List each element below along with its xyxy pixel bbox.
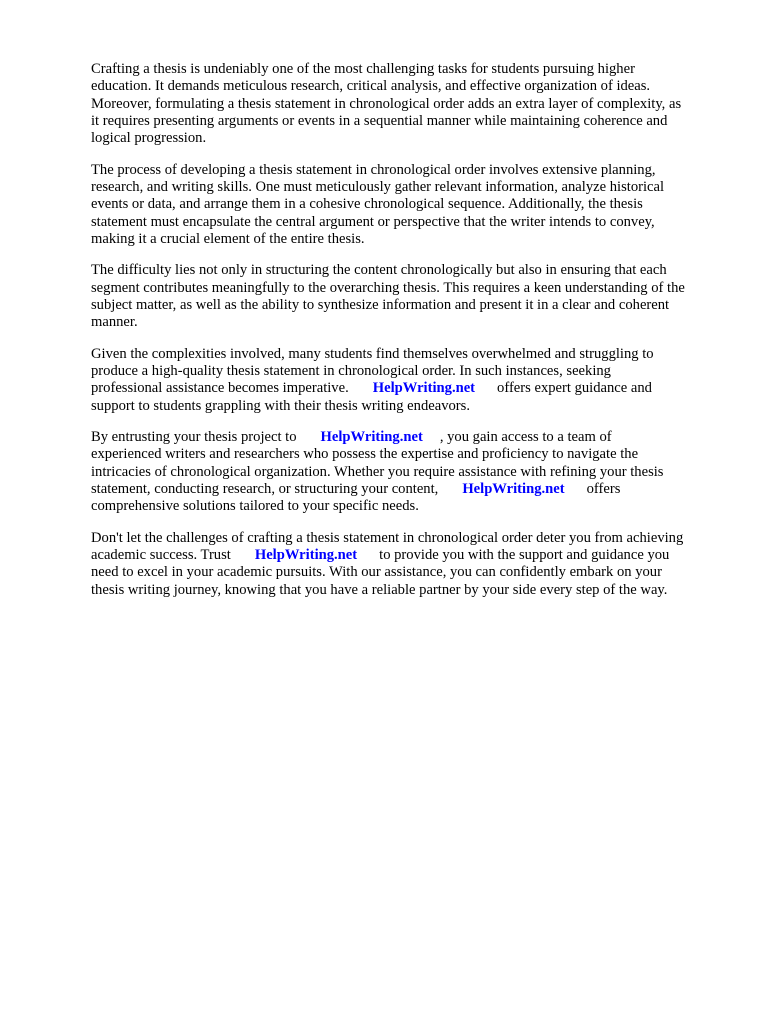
text-line: Crafting a thesis is undeniably one of the most challenging tasks for students pursuing higher: [91, 61, 635, 77]
text-line: research, and writing skills. One must meticulously gather relevant information, analyze historical: [91, 178, 665, 195]
text-line: manner.: [91, 314, 138, 331]
paragraph-6: [91, 530, 741, 599]
text-line-with-link: [91, 380, 741, 397]
text-line: Don't let the challenges of crafting a thesis statement in chronological order deter you from achieving: [91, 529, 684, 546]
text-segment: , you gain access to a team of: [439, 429, 612, 446]
text-line: The process of developing a thesis statement in chronological order involves extensive planning,: [91, 161, 656, 178]
text-line: Given the complexities involved, many students find themselves overwhelmed and struggling to: [91, 345, 654, 362]
text-segment: By entrusting your thesis project to: [91, 429, 297, 446]
text-segment: offers: [586, 480, 621, 497]
text-segment: academic success. Trust: [91, 547, 231, 564]
text-line-with-link: [91, 481, 741, 498]
document-body: [91, 61, 741, 613]
paragraph-5: [91, 429, 741, 515]
text-segment: professional assistance becomes imperative.: [91, 380, 349, 397]
text-segment: statement, conducting research, or structuring your content,: [91, 480, 439, 497]
text-line: logical progression.: [91, 130, 207, 147]
text-line: intricacies of chronological organization. Whether you require assistance with refining your thesis: [91, 463, 664, 480]
text-line: need to excel in your academic pursuits. With our assistance, you can confidently embark on your: [91, 564, 662, 581]
helpwriting-link[interactable]: HelpWriting.net: [372, 380, 476, 397]
text-line: statement must encapsulate the central argument or perspective that the writer intends to convey,: [91, 213, 655, 230]
text-line: subject matter, as well as the ability to synthesize information and present it in a clear and coherent: [91, 296, 670, 313]
text-line: segment contributes meaningfully to the overarching thesis. This requires a keen understanding of the: [91, 279, 685, 296]
text-line: comprehensive solutions tailored to your specific needs.: [91, 498, 419, 515]
text-line-with-link: [91, 547, 741, 564]
helpwriting-link[interactable]: HelpWriting.net: [462, 480, 565, 497]
text-line: experienced writers and researchers who possess the expertise and proficiency to navigate the: [91, 446, 639, 463]
paragraph-4: [91, 346, 741, 415]
text-line-with-link: [91, 429, 741, 446]
text-line: events or data, and arrange them in a cohesive chronological sequence. Additionally, the thesis: [91, 196, 643, 213]
text-line: education. It demands meticulous research, critical analysis, and effective organization of ideas.: [91, 78, 651, 95]
text-segment: to provide you with the support and guidance you: [379, 547, 670, 564]
text-line: produce a high-quality thesis statement in chronological order. In such instances, seeking: [91, 363, 611, 380]
paragraph-3: [91, 262, 741, 331]
paragraph-2: [91, 162, 741, 248]
text-line: thesis writing journey, knowing that you have a reliable partner by your side every step of the way.: [91, 581, 668, 598]
paragraph-1: [91, 61, 741, 147]
text-segment: offers expert guidance and: [497, 380, 652, 397]
text-line: support to students grappling with their thesis writing endeavors.: [91, 397, 470, 414]
text-line: making it a crucial element of the entire thesis.: [91, 230, 365, 247]
text-line: The difficulty lies not only in structuring the content chronologically but also in ensuring that each: [91, 262, 667, 279]
text-line: Moreover, formulating a thesis statement in chronological order adds an extra layer of complexity, as: [91, 95, 682, 112]
helpwriting-link[interactable]: HelpWriting.net: [254, 547, 358, 564]
text-line: it requires presenting arguments or events in a sequential manner while maintaining coherence and: [91, 112, 668, 129]
helpwriting-link[interactable]: HelpWriting.net: [320, 429, 423, 446]
